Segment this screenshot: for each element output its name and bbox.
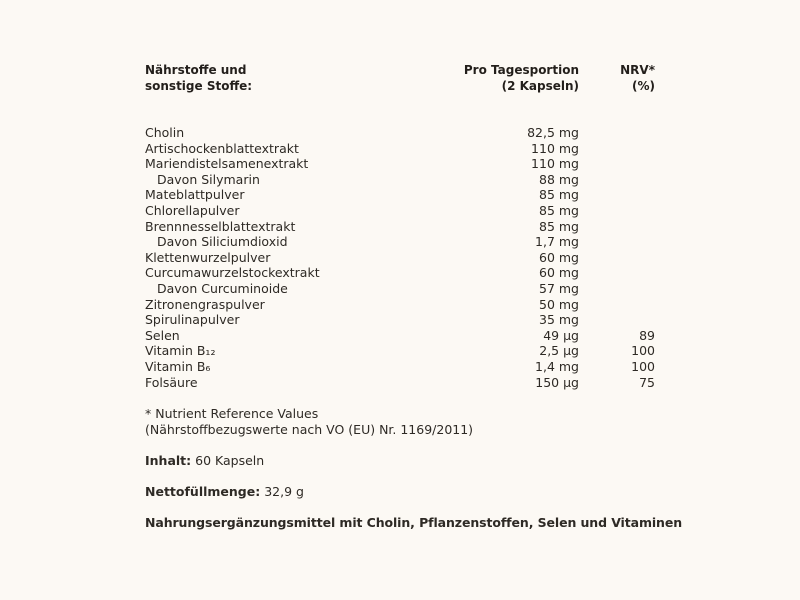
nutrient-amount: 50 mg: [539, 296, 579, 312]
nutrition-label: [145, 62, 683, 531]
nutrient-name: Selen: [145, 327, 180, 343]
net-weight-info: [145, 484, 660, 500]
table-row: [145, 156, 660, 172]
table-row: [145, 203, 660, 219]
nutrient-amount: 49 µg: [543, 327, 579, 343]
table-row: [145, 265, 660, 281]
product-description: Nahrungsergänzungsmittel mit Cholin, Pflanzenstoffen, Selen und Vitaminen: [145, 515, 683, 531]
nutrient-amount: 60 mg: [539, 265, 579, 281]
table-row: [145, 328, 660, 344]
nutrient-name: Zitronengraspulver: [145, 296, 265, 312]
table-row: [145, 297, 660, 313]
nutrient-name: Chlorellapulver: [145, 202, 240, 218]
nutrient-amount: 82,5 mg: [527, 125, 579, 140]
table-row: [145, 343, 660, 359]
nutrient-amount: 57 mg: [539, 280, 579, 296]
nutrient-name: Klettenwurzelpulver: [145, 249, 271, 265]
nutrient-amount: 60 mg: [539, 249, 579, 265]
nutrient-amount: 1,4 mg: [535, 358, 579, 374]
nutrient-name: Brennnesselblattextrakt: [145, 218, 296, 234]
nutrient-name: Davon Curcuminoide: [157, 280, 288, 296]
nutrient-amount: 85 mg: [539, 218, 579, 234]
nutrient-nrv: 100: [631, 358, 655, 374]
nutrient-table: [145, 125, 660, 390]
nutrient-amount: 110 mg: [531, 156, 579, 172]
nutrient-name: Mariendistelsamenextrakt: [145, 156, 309, 172]
nutrient-name: Artischockenblattextrakt: [145, 140, 299, 156]
nutrient-amount: 88 mg: [539, 171, 579, 187]
net-weight-label: Nettofüllmenge:: [145, 484, 261, 500]
table-header: [145, 62, 660, 94]
footnote-line-1: * Nutrient Reference Values: [145, 406, 319, 422]
nutrient-amount: 2,5 µg: [539, 343, 579, 359]
nutrient-nrv: 89: [639, 327, 655, 343]
table-row: [145, 187, 660, 203]
nutrient-nrv: 75: [639, 374, 655, 390]
table-row: [145, 172, 660, 188]
table-row: [145, 141, 660, 157]
net-weight-value: 32,9 g: [260, 484, 304, 500]
nutrient-name: Vitamin B₆: [145, 358, 211, 374]
header-daily-portion: Pro Tagesportion (2 Kapseln): [463, 63, 579, 93]
table-row: [145, 219, 660, 235]
contents-info: [145, 453, 660, 469]
table-row: [145, 281, 660, 297]
nutrient-nrv: 100: [631, 343, 655, 359]
nutrient-amount: 85 mg: [539, 202, 579, 218]
nutrient-name: Cholin: [145, 125, 185, 140]
nutrient-amount: 1,7 mg: [535, 234, 579, 250]
nutrient-name: Mateblattpulver: [145, 187, 245, 203]
nutrient-name: Davon Silymarin: [157, 171, 260, 187]
nutrient-name: Folsäure: [145, 374, 198, 390]
nutrient-name: Davon Siliciumdioxid: [157, 234, 288, 250]
nutrient-name: Curcumawurzelstockextrakt: [145, 265, 320, 281]
header-nutrients: Nährstoffe und sonstige Stoffe:: [145, 63, 253, 93]
table-row: [145, 250, 660, 266]
contents-value: 60 Kapseln: [191, 453, 265, 469]
nutrient-amount: 85 mg: [539, 187, 579, 203]
table-row: [145, 375, 660, 391]
footnote: [145, 406, 660, 438]
table-row: [145, 359, 660, 375]
header-nrv: NRV* (%): [620, 63, 655, 93]
table-row: [145, 312, 660, 328]
nutrient-amount: 35 mg: [539, 312, 579, 328]
nutrient-name: Vitamin B₁₂: [145, 343, 216, 359]
footnote-line-2: (Nährstoffbezugswerte nach VO (EU) Nr. 1169/2011): [145, 422, 474, 438]
contents-label: Inhalt:: [145, 453, 192, 469]
table-row: [145, 125, 660, 141]
nutrient-amount: 110 mg: [531, 140, 579, 156]
table-row: [145, 234, 660, 250]
nutrient-name: Spirulinapulver: [145, 312, 240, 328]
nutrient-amount: 150 µg: [535, 374, 579, 390]
